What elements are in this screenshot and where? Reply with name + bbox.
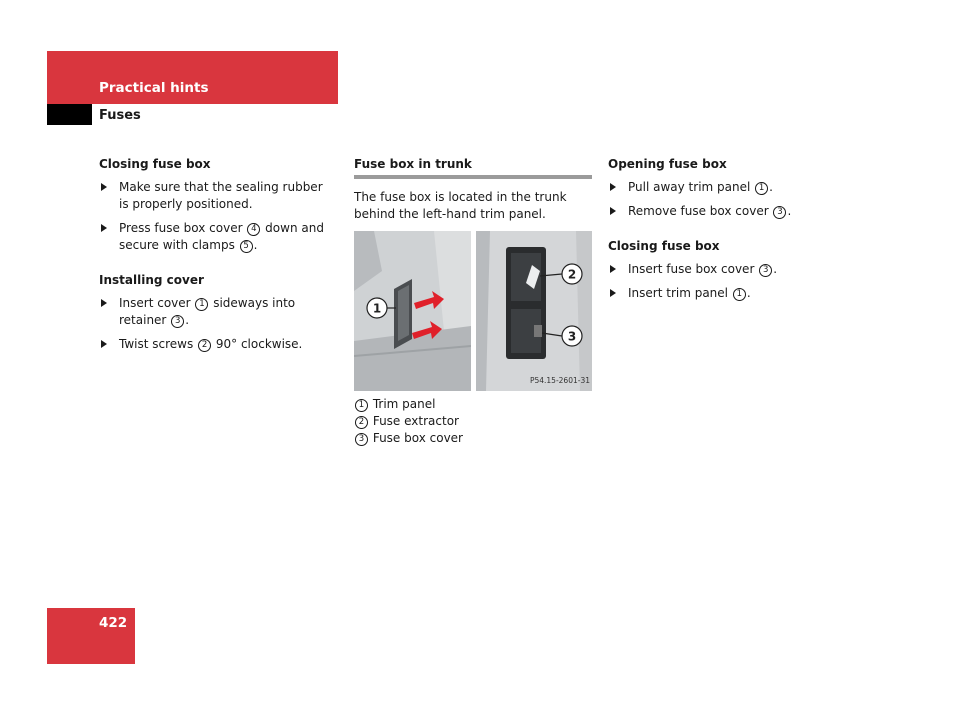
image-legend <box>354 396 592 447</box>
bullet-arrow-icon <box>610 207 616 215</box>
closing-fuse-box-heading: Closing fuse box <box>608 239 720 253</box>
list-item <box>608 285 808 302</box>
fuse-box-in-trunk-heading: Fuse box in trunk <box>354 156 592 179</box>
list-item <box>99 295 331 329</box>
legend-item <box>354 413 592 430</box>
legend-label: Fuse box cover <box>372 431 463 445</box>
step-text: . <box>253 238 258 252</box>
list-item <box>608 203 808 220</box>
callout-number: 2 <box>198 339 211 352</box>
step-text: . <box>769 180 773 194</box>
callout-number: 5 <box>240 240 253 253</box>
section-title: Practical hints <box>99 80 209 96</box>
step-text: Twist screws <box>119 337 198 351</box>
step-text: . <box>746 286 751 300</box>
page-number: 422 <box>99 615 128 631</box>
legend-label: Trim panel <box>372 397 436 411</box>
subsection-title: Fuses <box>99 108 141 123</box>
image-reference-code: P54.15-2601-31 <box>529 376 590 385</box>
step-text: 90° clockwise. <box>212 337 303 351</box>
callout-3-label: 3 <box>567 329 577 344</box>
bullet-arrow-icon <box>610 265 616 273</box>
step-text: . <box>787 204 792 218</box>
closing-fuse-box-heading: Closing fuse box <box>99 157 211 171</box>
callout-number: 1 <box>195 298 208 311</box>
section-tab-marker <box>47 104 92 125</box>
installing-cover-heading: Installing cover <box>99 273 204 287</box>
legend-item <box>354 430 592 447</box>
bullet-arrow-icon <box>101 340 107 348</box>
step-text: sideways into retainer <box>119 296 296 327</box>
step-text: Pull away trim panel <box>628 180 755 194</box>
fuse-box-drawing <box>476 231 592 391</box>
callout-1-label: 1 <box>372 301 382 316</box>
step-text: down and secure with clamps <box>119 221 324 252</box>
header-band <box>47 51 338 104</box>
list-item <box>99 179 331 213</box>
legend-label: Fuse extractor <box>372 414 459 428</box>
callout-number: 1 <box>355 399 368 412</box>
list-item <box>99 336 331 353</box>
callout-number: 3 <box>355 433 368 446</box>
left-column <box>99 156 331 360</box>
step-text: Insert fuse box cover <box>628 262 759 276</box>
list-item <box>99 220 331 254</box>
callout-number: 1 <box>733 288 746 301</box>
step-text: . <box>773 262 778 276</box>
step-text: Make sure that the sealing rubber is properly positioned. <box>119 180 323 211</box>
list-item <box>608 261 808 278</box>
intro-text: The fuse box is located in the trunk behind the left-hand trim panel. <box>354 190 567 221</box>
step-text: Insert cover <box>119 296 195 310</box>
callout-number: 4 <box>247 223 260 236</box>
fuse-box-photo <box>476 231 592 391</box>
step-text: Insert trim panel <box>628 286 732 300</box>
legend-item <box>354 396 592 413</box>
bullet-arrow-icon <box>101 299 107 307</box>
right-column <box>608 156 808 309</box>
callout-2-label: 2 <box>567 267 577 282</box>
middle-column <box>354 156 592 447</box>
callout-number: 2 <box>355 416 368 429</box>
trim-panel-drawing <box>354 231 471 391</box>
step-text: . <box>185 313 190 327</box>
bullet-arrow-icon <box>610 183 616 191</box>
list-item <box>608 179 808 196</box>
trim-panel-photo <box>354 231 471 391</box>
callout-number: 3 <box>759 264 772 277</box>
bullet-arrow-icon <box>101 183 107 191</box>
callout-number: 3 <box>171 315 184 328</box>
bullet-arrow-icon <box>101 224 107 232</box>
step-text: Remove fuse box cover <box>628 204 773 218</box>
bullet-arrow-icon <box>610 289 616 297</box>
opening-fuse-box-heading: Opening fuse box <box>608 157 727 171</box>
step-text: Press fuse box cover <box>119 221 247 235</box>
callout-number: 3 <box>773 206 786 219</box>
fuse-box-illustration <box>354 231 592 391</box>
callout-number: 1 <box>755 182 768 195</box>
